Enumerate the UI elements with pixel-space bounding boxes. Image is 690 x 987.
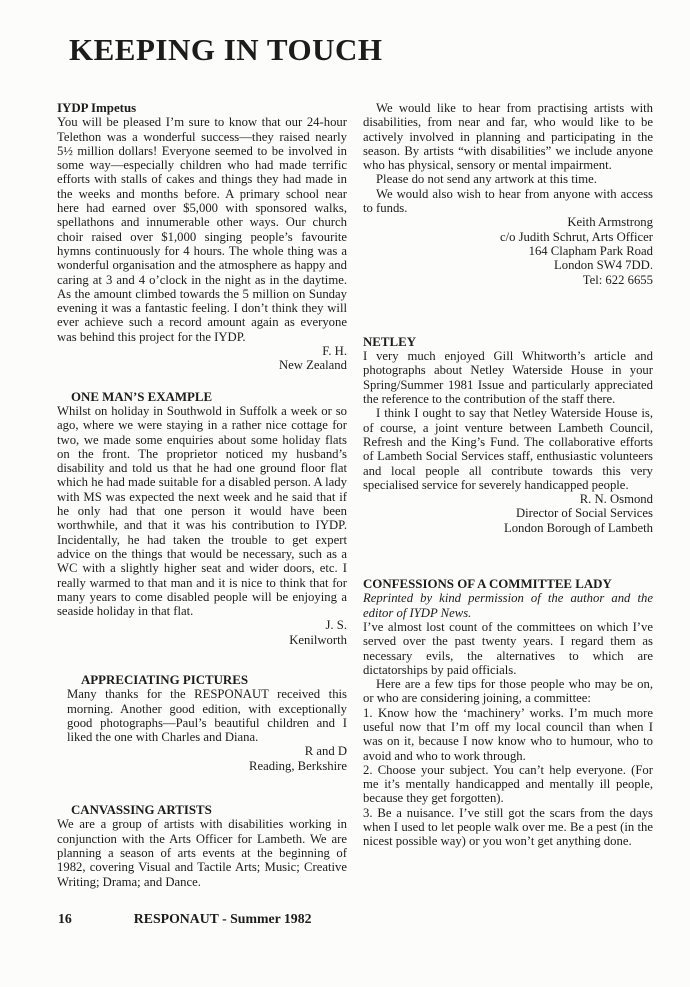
letter-body: Here are a few tips for those people who may be on, or who are considering joining, a committee: [363, 677, 653, 706]
section-iydp-impetus [57, 101, 347, 373]
signature-line: R and D [304, 744, 347, 759]
left-column [57, 101, 347, 889]
signature-line: Keith Armstrong [567, 215, 653, 230]
reprint-permission-note: Reprinted by kind permission of the author and the editor of IYDP News. [363, 591, 653, 620]
signature-line: New Zealand [279, 358, 347, 373]
section-heading-canvassing-artists: CANVASSING ARTISTS [71, 803, 212, 818]
signature-block [363, 215, 653, 286]
letter-body: We are a group of artists with disabilities working in conjunction with the Arts Officer for Lambeth. We are planning a season of arts events at the beginning of 1982, covering Visual and Tactile Arts; Music; Creative Writing; Drama; and Dance. [57, 817, 347, 889]
section-appreciating-pictures [57, 673, 347, 773]
letter-body: I’ve almost lost count of the committees on which I’ve served over the past twenty years. I regard them as necessary evils, the alternatives to which are dictatorships by paid officials. [363, 619, 653, 677]
letter-body: I very much enjoyed Gill Whitworth’s article and photographs about Netley Waterside House in your Spring/Summer 1981 Issue and particularly appreciated the reference to the contribution of the staff there. [363, 349, 653, 407]
section-one-mans-example [57, 390, 347, 647]
page-title: KEEPING IN TOUCH [69, 32, 383, 67]
letter-body: Many thanks for the RESPONAUT received this morning. Another good edition, with exceptionally good photographs—Paul’s beautiful children and I liked the one with Charles and Diana. [67, 687, 347, 745]
signature-line: London SW4 7DD. [553, 258, 653, 273]
section-confessions-committee-lady [363, 577, 653, 849]
signature-line: Tel: 622 6655 [582, 272, 653, 287]
section-netley [363, 335, 653, 535]
signature-line: J. S. [325, 618, 347, 633]
right-column [363, 101, 653, 889]
letter-body: Whilst on holiday in Southwold in Suffolk a week or so ago, where we were staying in a rather nice cottage for two, we made some enquiries about some holiday flats on the front. The proprietor noticed my husband’s disability and told us that he had one ground floor flat which he had made suitable for a disabled person. A lady with MS was expected the next week and he said that if he only had that one person it would have been worthwhile, and that it was his contribution to IYDP. Incidentally, he had taken the trouble to get expert advice on the things that would be necessary, such as a WC with a slightly higher seat and wider doors, etc. I really warmed to that man and it is nice to think that for many years to come disabled people will be enjoying a seaside holiday in that flat. [57, 403, 347, 619]
signature-line: c/o Judith Schrut, Arts Officer [499, 229, 653, 244]
publication-title: RESPONAUT - Summer 1982 [133, 911, 312, 926]
signature-block [363, 492, 653, 535]
tip-item-3: 3. Be a nuisance. I’ve still got the scars from the days when I used to let people walk over me. Be a pest (in the nicest possible way) or you won’t get anything done. [363, 805, 653, 849]
signature-line: 164 Clapham Park Road [528, 243, 653, 258]
signature-line: London Borough of Lambeth [503, 520, 653, 535]
section-canvassing-artists [57, 803, 347, 889]
signature-block [67, 744, 347, 773]
section-heading-iydp-impetus: IYDP Impetus [57, 101, 137, 115]
letter-body: You will be pleased I’m sure to know that our 24-hour Telethon was a wonderful success—they raised nearly 5½ million dollars! Everyone seemed to be involved in some way—especially children who had made terrific efforts with stalls of cakes and things they had made in the weeks and months before. A primary school near here had earned over $5,000 with sponsored walks, spellathons and innumerable other ways. Our church choir raised over $1,000 singing people’s favourite hymns continuously for 4 hours. The whole thing was a wonderful organisation and the atmosphere as happy and caring at 3 and 4 o’clock in the night as in the daytime. As the amount climbed towards the 5 million on Sunday evening it was a fantastic feeling. I don’t think they will ever achieve such a record amount again as everyone was behind this project for the IYDP. [57, 115, 347, 344]
letter-body: We would like to hear from practising artists with disabilities, from near and far, who would like to be actively involved in planning and participating in the season. By artists “with disabilities” we include anyone who has physical, sensory or mental impairment. [363, 101, 653, 173]
signature-line: Director of Social Services [515, 506, 653, 521]
signature-line: F. H. [322, 344, 347, 359]
letter-body: I think I ought to say that Netley Waterside House is, of course, a joint venture between Lambeth Council, Refresh and the King’s Fund. The collaborative efforts of Lambeth Social Services staff, enthusiastic volunteers and local people all contribute towards this very specialised service for severely handicapped people. [363, 406, 653, 492]
two-column-layout [57, 101, 653, 889]
section-heading-one-mans-example: ONE MAN’S EXAMPLE [71, 389, 213, 404]
letter-body: Please do not send any artwork at this time. [376, 172, 597, 187]
section-canvassing-artists-continued [363, 101, 653, 287]
signature-line: R. N. Osmond [579, 492, 653, 507]
tip-item-1: 1. Know how the ‘machinery’ works. I’m much more useful now that I’m off my local council than when I was on it, because I now know who to humour, who to avoid and who to work through. [363, 705, 653, 763]
section-heading-confessions: CONFESSIONS OF A COMMITTEE LADY [363, 577, 612, 592]
page-number: 16 [58, 911, 72, 926]
signature-line: Kenilworth [289, 632, 347, 647]
section-heading-netley: NETLEY [363, 334, 417, 349]
signature-block [57, 618, 347, 647]
page-footer [58, 911, 312, 927]
letter-body: We would also wish to hear from anyone with access to funds. [363, 186, 653, 216]
signature-line: Reading, Berkshire [249, 758, 347, 773]
tip-item-2: 2. Choose your subject. You can’t help everyone. (For me it’s mentally handicapped and mentally ill people, because they get forgotten). [363, 762, 653, 806]
signature-block [57, 344, 347, 373]
section-heading-appreciating-pictures: APPRECIATING PICTURES [81, 672, 248, 687]
